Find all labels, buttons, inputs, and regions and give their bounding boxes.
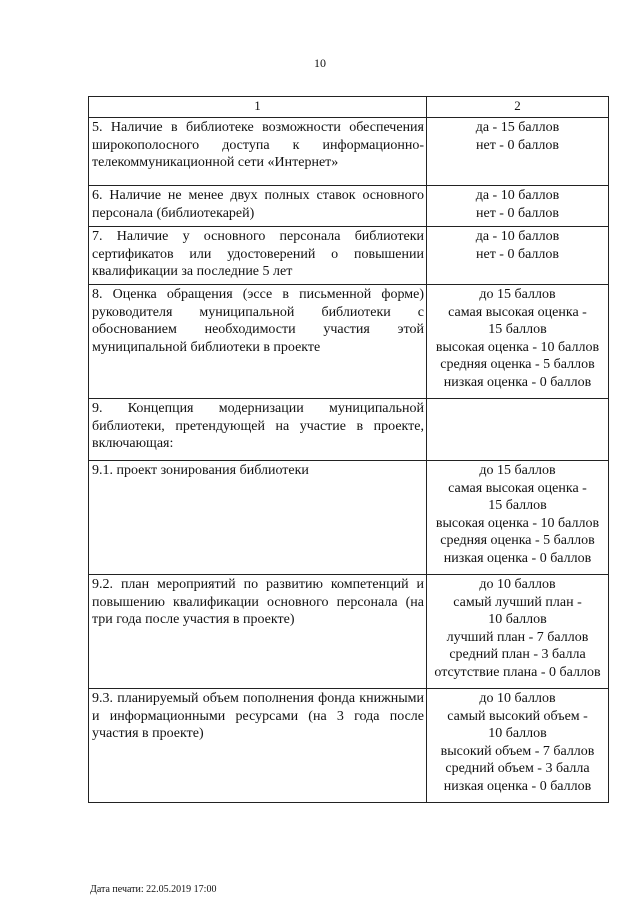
- score-line: отсутствие плана - 0 баллов: [434, 664, 601, 680]
- score-cell-empty: [427, 399, 609, 461]
- page-number: 10: [314, 56, 326, 70]
- column-header-criterion: 1: [89, 97, 427, 118]
- score-line: до 15 баллов: [479, 463, 556, 478]
- column-header-score: 2: [427, 97, 609, 118]
- print-date: Дата печати: 22.05.2019 17:00: [90, 884, 217, 895]
- score-line: высокий объем - 7 баллов: [440, 743, 595, 759]
- table-row: [89, 227, 609, 285]
- score-line: средний объем - 3 балла: [445, 761, 590, 776]
- score-line: 10 баллов: [488, 612, 547, 627]
- score-line: средний план - 3 балла: [449, 647, 586, 662]
- table-row: [89, 399, 609, 461]
- score-line: лучший план - 7 баллов: [446, 629, 589, 645]
- score-line: самая высокая оценка -: [448, 304, 587, 320]
- score-line: нет - 0 баллов: [475, 246, 560, 262]
- table-row: [89, 285, 609, 399]
- criterion-cell: 7. Наличие у основного персонала библиотеки сертификатов или удостоверений о повышении квалификации за последние 5 лет: [89, 227, 427, 285]
- criterion-cell: 9.2. план мероприятий по развитию компетенций и повышению квалификации основного персонала (на три года после участия в проекте): [89, 575, 427, 689]
- score-line: средняя оценка - 5 баллов: [440, 357, 595, 372]
- score-line: низкая оценка - 0 баллов: [443, 778, 592, 794]
- score-line: самая высокая оценка -: [448, 480, 587, 496]
- table-row: [89, 575, 609, 689]
- score-line: высокая оценка - 10 баллов: [435, 339, 600, 355]
- criterion-cell: 9.3. планируемый объем пополнения фонда книжными и информационными ресурсами (на 3 года после участия в проекте): [89, 689, 427, 803]
- score-cell: [427, 186, 609, 227]
- score-cell: [427, 227, 609, 285]
- score-line: нет - 0 баллов: [475, 205, 560, 221]
- score-cell: [427, 689, 609, 803]
- score-cell: [427, 285, 609, 399]
- score-line: до 15 баллов: [479, 287, 556, 302]
- score-line: низкая оценка - 0 баллов: [443, 374, 592, 390]
- score-line: низкая оценка - 0 баллов: [443, 550, 592, 566]
- criterion-cell: 9.1. проект зонирования библиотеки: [89, 461, 427, 575]
- score-line: до 10 баллов: [479, 577, 556, 592]
- score-cell: [427, 575, 609, 689]
- table-row: [89, 689, 609, 803]
- criterion-cell: 6. Наличие не менее двух полных ставок основного персонала (библиотекарей): [89, 186, 427, 227]
- score-line: да - 10 баллов: [475, 188, 560, 203]
- criterion-cell: 5. Наличие в библиотеке возможности обеспечения широкополосного доступа к информационно-телекоммуникационной сети «Интернет»: [89, 118, 427, 186]
- score-line: да - 10 баллов: [475, 229, 560, 244]
- score-cell: [427, 118, 609, 186]
- score-line: 15 баллов: [488, 322, 547, 337]
- score-line: до 10 баллов: [479, 691, 556, 706]
- score-line: средняя оценка - 5 баллов: [440, 533, 595, 548]
- criterion-cell: 8. Оценка обращения (эссе в письменной форме) руководителя муниципальной библиотеки с обоснованием необходимости участия этой муниципальной библиотеки в проекте: [89, 285, 427, 399]
- criteria-table: [88, 96, 609, 803]
- score-line: высокая оценка - 10 баллов: [435, 515, 600, 531]
- table-row: [89, 118, 609, 186]
- table-row: [89, 186, 609, 227]
- table-header-row: [89, 97, 609, 118]
- score-line: самый лучший план -: [453, 594, 582, 610]
- score-line: да - 15 баллов: [475, 120, 560, 135]
- score-line: 15 баллов: [488, 498, 547, 513]
- table-row: [89, 461, 609, 575]
- score-line: самый высокий объем -: [447, 708, 588, 724]
- score-line: 10 баллов: [488, 726, 547, 741]
- criterion-cell: 9. Концепция модернизации муниципальной библиотеки, претендующей на участие в проекте, включающая:: [89, 399, 427, 461]
- score-cell: [427, 461, 609, 575]
- score-line: нет - 0 баллов: [475, 137, 560, 153]
